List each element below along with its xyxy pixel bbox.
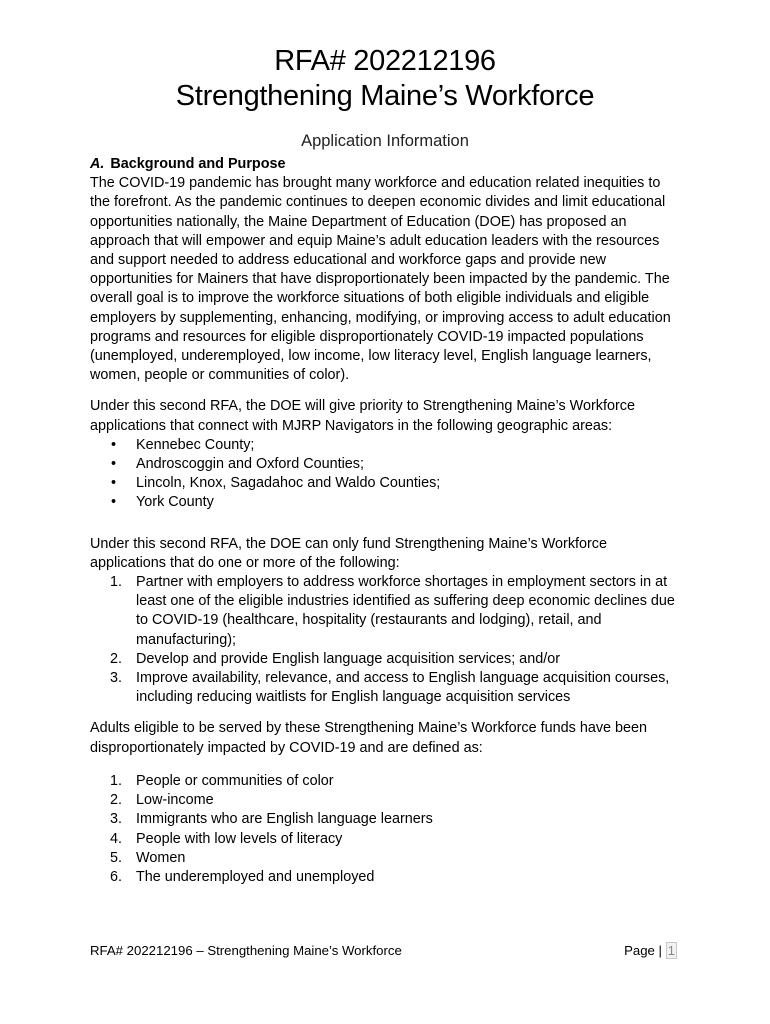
document-title-rfa-number: RFA# 202212196 — [274, 45, 496, 77]
priority-paragraph: Under this second RFA, the DOE will give priority to Strengthening Maine’s Workforce applications that connect with MJRP Navigators in the following geographic areas: — [90, 398, 635, 434]
bullet-icon: • — [111, 494, 117, 511]
list-item — [90, 830, 682, 849]
eligible-groups-list — [90, 772, 682, 887]
list-item-text: Partner with employers to address workforce shortages in employment sectors in at least one of the eligible industries identified as suffering deep economic declines due to COVID-19 (healthcare, hospitality (restaurants and lodging), retail, and manufacturing); — [136, 574, 675, 648]
list-item — [90, 868, 682, 887]
list-item — [90, 669, 682, 707]
list-item-text: People or communities of color — [136, 772, 334, 789]
list-item-text: Improve availability, relevance, and access to English language acquisition courses, including reducing waitlists for English language acquisition services — [136, 670, 670, 706]
funding-criteria-paragraph: Under this second RFA, the DOE can only fund Strengthening Maine’s Workforce applications that do one or more of the following: — [90, 535, 608, 571]
list-number: 1. — [110, 574, 123, 591]
list-number: 2. — [110, 792, 123, 809]
list-number: 4. — [110, 830, 123, 847]
list-item-text: Immigrants who are English language learners — [136, 811, 433, 828]
list-item-text: York County — [136, 494, 214, 511]
list-number: 1. — [110, 772, 123, 789]
page-indicator — [624, 942, 677, 960]
document-body — [90, 155, 682, 887]
section-heading-text: Background and Purpose — [110, 156, 286, 172]
background-paragraph: The COVID-19 pandemic has brought many workforce and education related inequities to the forefront. As the pandemic continues to deepen economic divides and limit educational opportunities nationally, the Maine Department of Education (DOE) has proposed an approach that will empower and equip Maine’s adult education leaders with the resources and support needed to address educational and workforce gaps and provide new opportunities for Mainers that have disproportionately been impacted by the pandemic. The overall goal is to improve the workforce situations of both eligible individuals and eligible employers by supplementing, enhancing, modifying, or improving access to adult education programs and resources for eligible disproportionately COVID-19 impacted populations (unemployed, underemployed, low income, low literacy level, English language learners, women, people or communities of color). — [90, 175, 671, 384]
list-number: 2. — [110, 650, 123, 667]
list-item-text: The underemployed and unemployed — [136, 868, 375, 885]
page-number-field: 1 — [667, 943, 675, 958]
funding-criteria-list — [90, 573, 682, 707]
list-number: 5. — [110, 849, 123, 866]
list-item — [90, 474, 682, 493]
section-subtitle: Application Information — [301, 132, 469, 150]
document-title-program-name: Strengthening Maine’s Workforce — [175, 80, 595, 112]
page-label: Page | — [624, 943, 666, 958]
list-item-text: Androscoggin and Oxford Counties; — [136, 456, 364, 473]
list-item-text: Low-income — [136, 792, 214, 809]
list-item — [90, 772, 682, 791]
list-number: 3. — [110, 670, 123, 687]
list-number: 3. — [110, 811, 123, 828]
list-item — [90, 791, 682, 810]
list-item-text: Kennebec County; — [136, 436, 255, 453]
list-item — [90, 436, 682, 455]
footer-document-title: RFA# 202212196 – Strengthening Maine’s Workforce — [90, 943, 402, 958]
bullet-icon: • — [111, 475, 117, 492]
list-number: 6. — [110, 868, 123, 885]
list-item — [90, 493, 682, 512]
list-item — [90, 455, 682, 474]
list-item — [90, 573, 682, 650]
list-item — [90, 650, 682, 669]
eligible-adults-paragraph: Adults eligible to be served by these Strengthening Maine’s Workforce funds have been disproportionately impacted by COVID-19 and are defined as: — [90, 720, 648, 756]
list-item-text: Women — [136, 849, 186, 866]
section-letter: A. — [90, 156, 105, 172]
list-item — [90, 810, 682, 829]
section-heading — [90, 155, 682, 174]
priority-areas-list — [90, 436, 682, 513]
list-item-text: People with low levels of literacy — [136, 830, 343, 847]
bullet-icon: • — [111, 436, 117, 453]
list-item-text: Develop and provide English language acquisition services; and/or — [136, 650, 560, 667]
list-item — [90, 849, 682, 868]
list-item-text: Lincoln, Knox, Sagadahoc and Waldo Counties; — [136, 475, 441, 492]
bullet-icon: • — [111, 456, 117, 473]
